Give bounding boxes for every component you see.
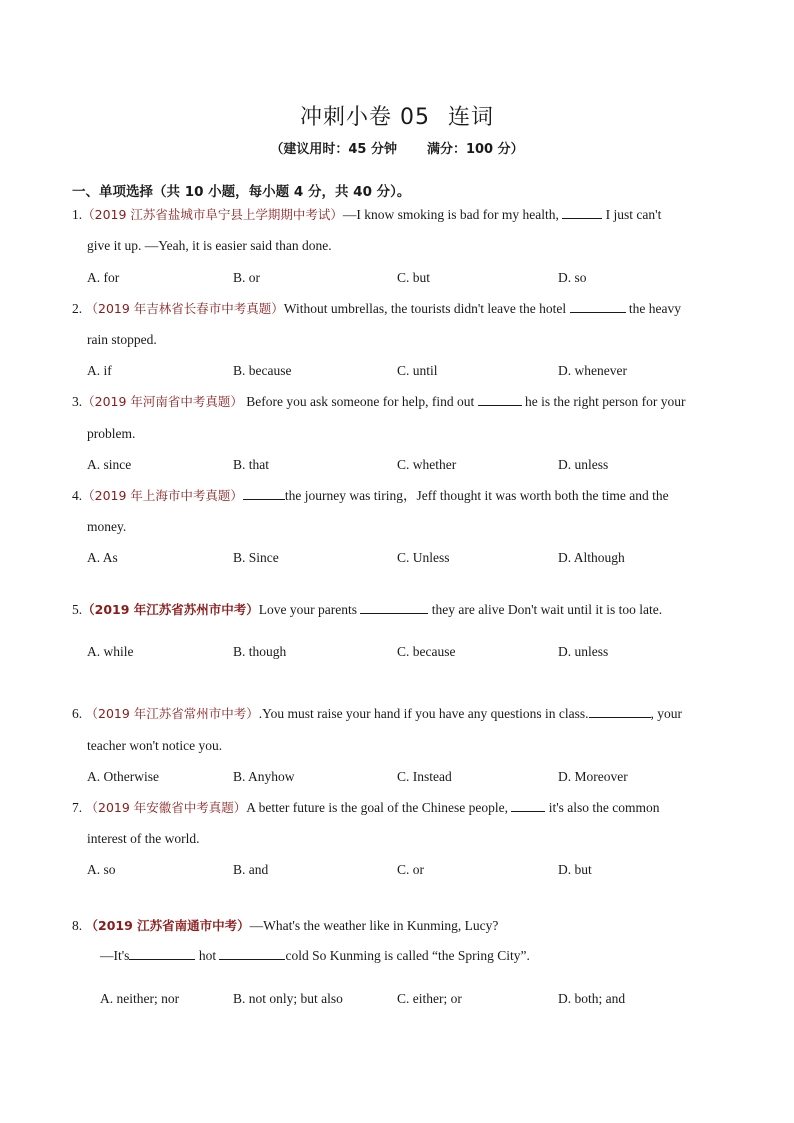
- question-3-line-1: [72, 393, 685, 411]
- q4-option-d[interactable]: D. Although: [558, 550, 625, 565]
- question-text: cold So Kunming is called “the Spring City”.: [285, 948, 530, 963]
- q8-option-a[interactable]: A. neither; nor: [100, 991, 180, 1006]
- question-source: （2019 年安徽省中考真题）: [85, 800, 247, 815]
- question-text: hot: [198, 948, 217, 963]
- q8-option-b[interactable]: B. not only; but also: [233, 991, 343, 1006]
- question-text: —What's the weather like in Kunming, Lucy?: [249, 918, 499, 933]
- answer-blank[interactable]: [360, 601, 428, 614]
- question-5-line-1: [72, 601, 662, 619]
- page-subtitle: [0, 138, 794, 157]
- question-text: the heavy: [628, 301, 681, 316]
- title-topic: 连词: [447, 105, 494, 130]
- q2-option-a[interactable]: A. if: [87, 363, 112, 378]
- question-text: Before you ask someone for help, find out: [242, 394, 475, 409]
- question-number: 3.: [72, 394, 83, 409]
- question-7-line-1: [72, 799, 660, 817]
- answer-blank[interactable]: [511, 799, 545, 812]
- question-text: Love your parents: [258, 602, 357, 617]
- question-source: （2019 年河南省中考真题）: [82, 394, 243, 409]
- q6-option-b[interactable]: B. Anyhow: [233, 769, 295, 784]
- answer-blank[interactable]: [562, 206, 602, 219]
- question-4-line-2: money.: [87, 519, 127, 534]
- answer-blank[interactable]: [589, 705, 651, 718]
- question-number: 8.: [72, 918, 83, 933]
- answer-blank[interactable]: [243, 487, 285, 500]
- question-8-line-1: [72, 917, 498, 935]
- question-1-line-1: [72, 206, 661, 224]
- question-source: （2019 年吉林省长春市中考真题）: [85, 301, 284, 316]
- page-title: [0, 100, 794, 131]
- question-6-line-1: [72, 705, 682, 723]
- question-source: （2019 年江苏省常州市中考）: [85, 706, 259, 721]
- answer-blank[interactable]: [219, 947, 285, 960]
- question-text: the journey was tiring，Jeff thought it was worth both the time and the: [284, 488, 669, 503]
- q4-option-b[interactable]: B. Since: [233, 550, 279, 565]
- suggested-time: （建议用时：45 分钟: [270, 142, 397, 157]
- question-4-line-1: [72, 487, 669, 505]
- q7-option-b[interactable]: B. and: [233, 862, 269, 877]
- question-number: 1.: [72, 207, 83, 222]
- answer-blank[interactable]: [570, 300, 626, 313]
- q1-option-c[interactable]: C. but: [397, 270, 431, 285]
- question-number: 6.: [72, 706, 83, 721]
- q1-option-a[interactable]: A. for: [87, 270, 120, 285]
- q3-option-d[interactable]: D. unless: [558, 457, 609, 472]
- question-8-line-2: [100, 947, 530, 965]
- q2-option-b[interactable]: B. because: [233, 363, 292, 378]
- q2-option-c[interactable]: C. until: [397, 363, 438, 378]
- question-text: , your: [650, 706, 683, 721]
- question-text: Without umbrellas, the tourists didn't leave the hotel: [283, 301, 567, 316]
- answer-blank[interactable]: [129, 947, 195, 960]
- q5-option-d[interactable]: D. unless: [558, 644, 609, 659]
- q5-option-a[interactable]: A. while: [87, 644, 134, 659]
- question-text: —I know smoking is bad for my health,: [342, 207, 559, 222]
- question-source: （2019 江苏省盐城市阜宁县上学期期中考试）: [82, 207, 343, 222]
- question-source: （2019 江苏省南通市中考）: [85, 918, 250, 933]
- q5-option-b[interactable]: B. though: [233, 644, 287, 659]
- question-text: he is the right person for your: [525, 394, 686, 409]
- question-text: they are alive Don't wait until it is too late.: [431, 602, 663, 617]
- q2-option-d[interactable]: D. whenever: [558, 363, 627, 378]
- q5-option-c[interactable]: C. because: [397, 644, 456, 659]
- question-3-line-2: problem.: [87, 426, 136, 441]
- question-number: 4.: [72, 488, 83, 503]
- question-text: .You must raise your hand if you have any questions in class.: [258, 706, 589, 721]
- q6-option-d[interactable]: D. Moreover: [558, 769, 628, 784]
- q1-option-d[interactable]: D. so: [558, 270, 587, 285]
- question-text: it's also the common: [548, 800, 660, 815]
- question-text: I just can't: [605, 207, 662, 222]
- question-1-line-2: give it up. —Yeah, it is easier said than done.: [87, 238, 332, 253]
- question-number: 2.: [72, 301, 83, 316]
- q7-option-d[interactable]: D. but: [558, 862, 592, 877]
- question-2-line-2: rain stopped.: [87, 332, 157, 347]
- q4-option-c[interactable]: C. Unless: [397, 550, 450, 565]
- q1-option-b[interactable]: B. or: [233, 270, 260, 285]
- question-7-line-2: interest of the world.: [87, 831, 200, 846]
- q3-option-c[interactable]: C. whether: [397, 457, 457, 472]
- title-main: 冲刺小卷 05: [299, 105, 430, 130]
- question-source: （2019 年上海市中考真题）: [82, 488, 243, 503]
- q8-option-d[interactable]: D. both; and: [558, 991, 626, 1006]
- question-text: A better future is the goal of the Chinese people,: [246, 800, 508, 815]
- q6-option-c[interactable]: C. Instead: [397, 769, 452, 784]
- q7-option-c[interactable]: C. or: [397, 862, 424, 877]
- question-2-line-1: [72, 300, 681, 318]
- q3-option-a[interactable]: A. since: [87, 457, 132, 472]
- q6-option-a[interactable]: A. Otherwise: [87, 769, 159, 784]
- q4-option-a[interactable]: A. As: [87, 550, 118, 565]
- question-number: 5.: [72, 602, 83, 617]
- q3-option-b[interactable]: B. that: [233, 457, 269, 472]
- question-number: 7.: [72, 800, 83, 815]
- question-text: —It's: [100, 948, 130, 963]
- section-heading: 一、单项选择（共 10 小题，每小题 4 分，共 40 分）。: [72, 184, 411, 200]
- question-6-line-2: teacher won't notice you.: [87, 738, 223, 753]
- q7-option-a[interactable]: A. so: [87, 862, 116, 877]
- question-source: （2019 年江苏省苏州市中考）: [82, 602, 259, 617]
- q8-option-c[interactable]: C. either; or: [397, 991, 462, 1006]
- full-score: 满分：100 分）: [426, 142, 524, 157]
- answer-blank[interactable]: [478, 393, 522, 406]
